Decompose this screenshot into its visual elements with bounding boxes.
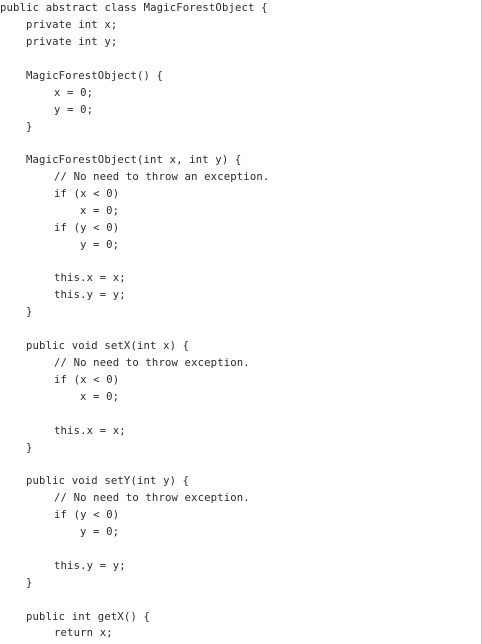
- code-line: this.y = y;: [54, 289, 126, 301]
- code-line: public void setX(int x) {: [26, 340, 190, 352]
- code-line: if (y < 0): [54, 509, 120, 521]
- code-comment: // No need to throw exception.: [54, 492, 250, 504]
- code-line: x = 0;: [80, 205, 120, 217]
- code-line: private int y;: [26, 36, 118, 48]
- code-line: public void setY(int y) {: [26, 475, 190, 487]
- code-line: if (x < 0): [54, 374, 120, 386]
- code-line: }: [26, 442, 33, 454]
- code-line: x = 0;: [54, 87, 94, 99]
- code-line: this.y = y;: [54, 560, 126, 572]
- code-line: MagicForestObject(int x, int y) {: [26, 154, 242, 166]
- code-line: x = 0;: [80, 391, 120, 403]
- code-line: y = 0;: [80, 526, 120, 538]
- code-comment: // No need to throw exception.: [54, 357, 250, 369]
- code-line: MagicForestObject() {: [26, 70, 164, 82]
- code-line: if (x < 0): [54, 188, 120, 200]
- code-line: public abstract class MagicForestObject {: [0, 2, 268, 14]
- code-line: public int getX() {: [26, 611, 151, 623]
- code-line: y = 0;: [80, 239, 120, 251]
- code-line: if (y < 0): [54, 222, 120, 234]
- code-comment: // No need to throw an exception.: [54, 171, 270, 183]
- code-line: }: [26, 121, 33, 133]
- code-line: this.x = x;: [54, 272, 126, 284]
- code-line: y = 0;: [54, 104, 94, 116]
- code-line: this.x = x;: [54, 425, 126, 437]
- code-line: private int x;: [26, 19, 118, 31]
- code-line: }: [26, 306, 33, 318]
- code-line: return x;: [54, 627, 113, 639]
- code-line: }: [26, 577, 33, 589]
